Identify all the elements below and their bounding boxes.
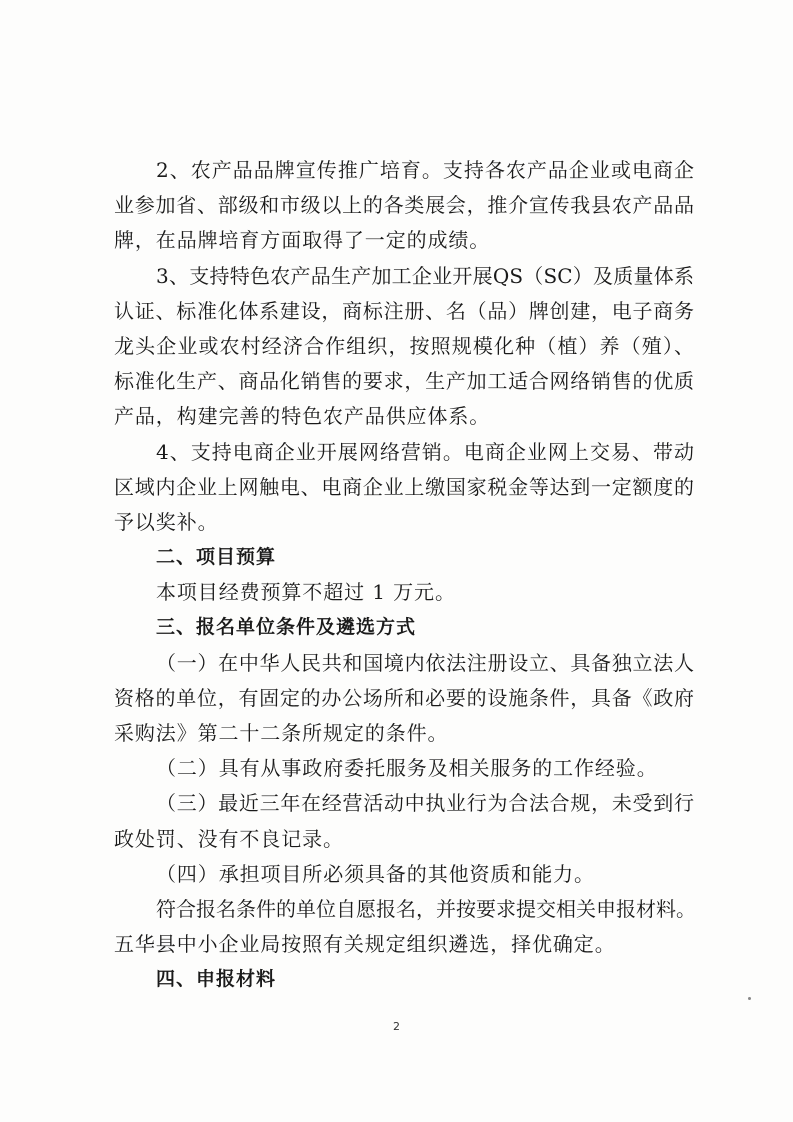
text-line: （四）承担项目所必须具备的其他资质和能力。 xyxy=(156,861,595,886)
text-line: 符合报名条件的单位自愿报名，并按要求提交相关申报材料。 xyxy=(156,896,696,921)
document-body xyxy=(114,153,694,998)
section-heading: 四、申报材料 xyxy=(156,968,277,991)
text-line: 2、农产品品牌宣传推广培育。支持各农产品企业或电商企 xyxy=(156,158,694,182)
text-line: 资格的单位，有固定的办公场所和必要的设施条件，具备《政府 xyxy=(114,685,694,710)
section-heading: 二、项目预算 xyxy=(156,546,277,569)
text-line: （二）具有从事政府委托服务及相关服务的工作经验。 xyxy=(156,756,658,781)
text-line: 认证、标准化体系建设，商标注册、名（品）牌创建，电子商务 xyxy=(114,298,694,323)
text-line: 3、支持特色农产品生产加工企业开展QS（SC）及质量体系 xyxy=(156,263,694,288)
text-line: 五华县中小企业局按照有关规定组织遴选，择优确定。 xyxy=(114,932,616,957)
text-line: 区域内企业上网触电、电商企业上缴国家税金等达到一定额度的 xyxy=(114,474,694,499)
text-line: 采购法》第二十二条所规定的条件。 xyxy=(114,721,449,745)
text-line: 龙头企业或农村经济合作组织，按照规模化种（植）养（殖）、 xyxy=(114,333,694,358)
text-line: 标准化生产、商品化销售的要求，生产加工适合网络销售的优质 xyxy=(114,369,694,394)
text-line: （三）最近三年在经营活动中执业行为合法合规，未受到行 xyxy=(156,791,694,816)
text-line: （一）在中华人民共和国境内依法注册设立、具备独立法人 xyxy=(156,650,694,675)
text-line: 本项目经费预算不超过 1 万元。 xyxy=(156,580,456,605)
text-line: 业参加省、部级和市级以上的各类展会，推介宣传我县农产品品 xyxy=(114,193,694,218)
text-line: 政处罚、没有不良记录。 xyxy=(114,826,344,851)
scan-speck xyxy=(748,997,751,1000)
text-line: 予以奖补。 xyxy=(114,509,219,534)
text-line: 产品，构建完善的特色农产品供应体系。 xyxy=(114,404,491,429)
section-heading: 三、报名单位条件及遴选方式 xyxy=(156,616,417,639)
text-line: 4、支持电商企业开展网络营销。电商企业网上交易、带动 xyxy=(156,439,694,464)
page-number: 2 xyxy=(393,1020,400,1033)
text-line: 牌，在品牌培育方面取得了一定的成绩。 xyxy=(114,228,491,253)
